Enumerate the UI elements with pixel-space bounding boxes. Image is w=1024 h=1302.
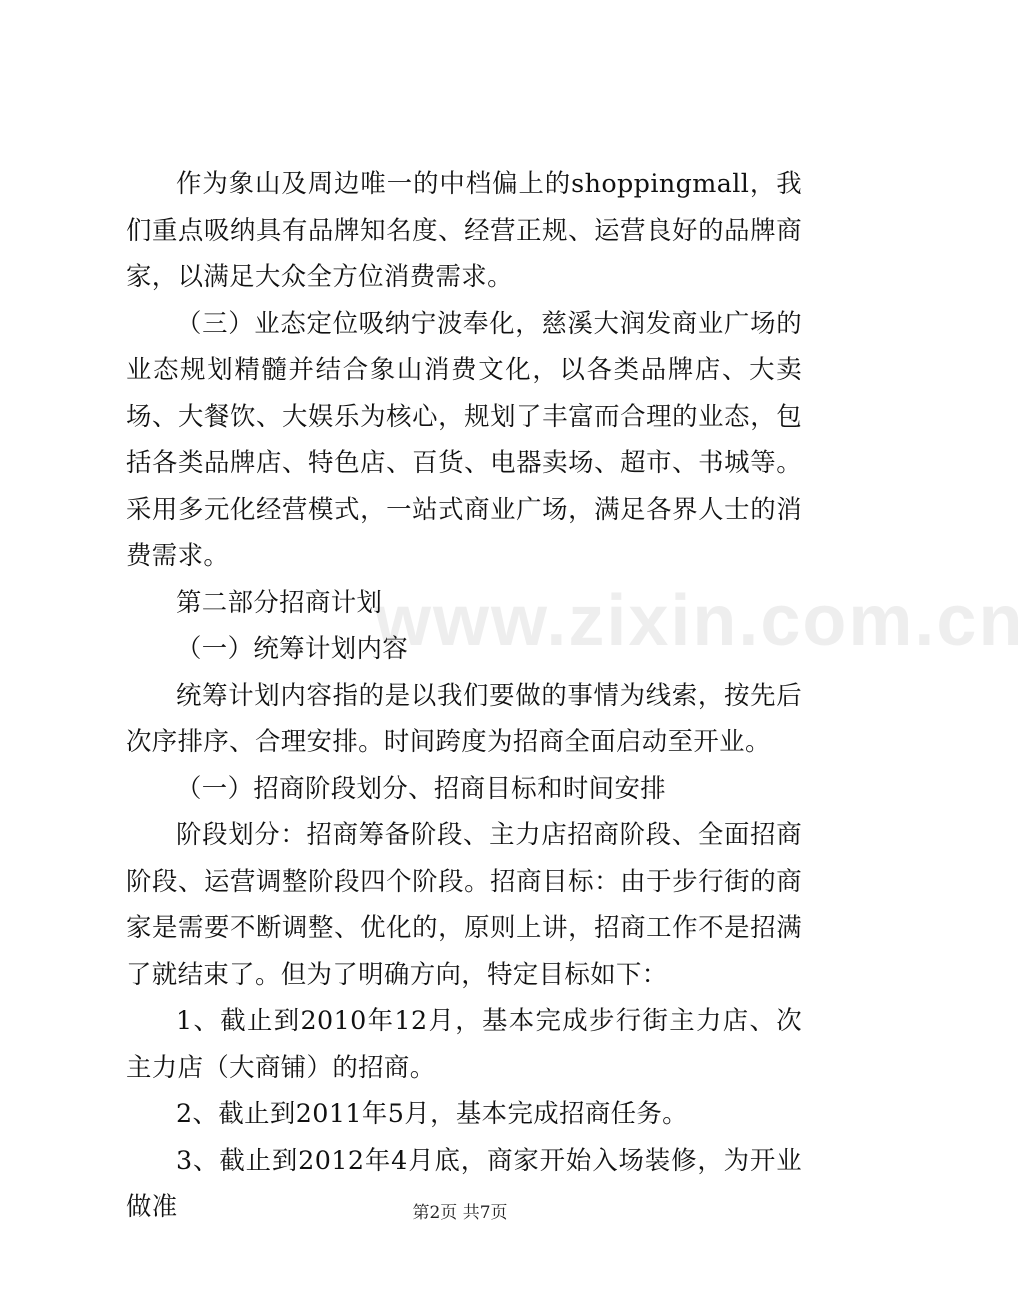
paragraph-2: （三）业态定位吸纳宁波奉化，慈溪大润发商业广场的业态规划精髓并结合象山消费文化，以各类品牌店、大卖场、大餐饮、大娱乐为核心，规划了丰富而合理的业态，包括各类品牌店、特色店、百货、电器卖场、超市、书城等。采用多元化经营模式，一站式商业广场，满足各界人士的消费需求。: [126, 307, 802, 570]
paragraph-1: 作为象山及周边唯一的中档偏上的shoppingmall，我们重点吸纳具有品牌知名度、经营正规、运营良好的品牌商家，以满足大众全方位消费需求。: [126, 168, 802, 291]
paragraph-4: 阶段划分：招商筹备阶段、主力店招商阶段、全面招商阶段、运营调整阶段四个阶段。招商目标：由于步行街的商家是需要不断调整、优化的，原则上讲，招商工作不是招满了就结束了。但为了明确方向，特定目标如下：: [126, 819, 802, 989]
section-heading: 第二部分招商计划: [176, 586, 383, 617]
list-item-3: 3、截止到2012年4月底，商家开始入场装修，为开业做准: [126, 1144, 802, 1221]
list-item-2: 2、截止到2011年5月，基本完成招商任务。: [176, 1098, 688, 1128]
paragraph-3: 统筹计划内容指的是以我们要做的事情为线索，按先后次序排序、合理安排。时间跨度为招商全面启动至开业。: [126, 679, 802, 756]
subheading-2: （一）招商阶段划分、招商目标和时间安排: [176, 772, 667, 803]
document-body: [126, 160, 802, 1230]
watermark: www.zixin.com.cn: [375, 581, 1024, 661]
list-item-1: 1、截止到2010年12月，基本完成步行街主力店、次主力店（大商铺）的招商。: [126, 1005, 802, 1082]
subheading-1: （一）统筹计划内容: [176, 633, 409, 663]
page-footer: 第2页 共7页: [412, 1203, 508, 1223]
